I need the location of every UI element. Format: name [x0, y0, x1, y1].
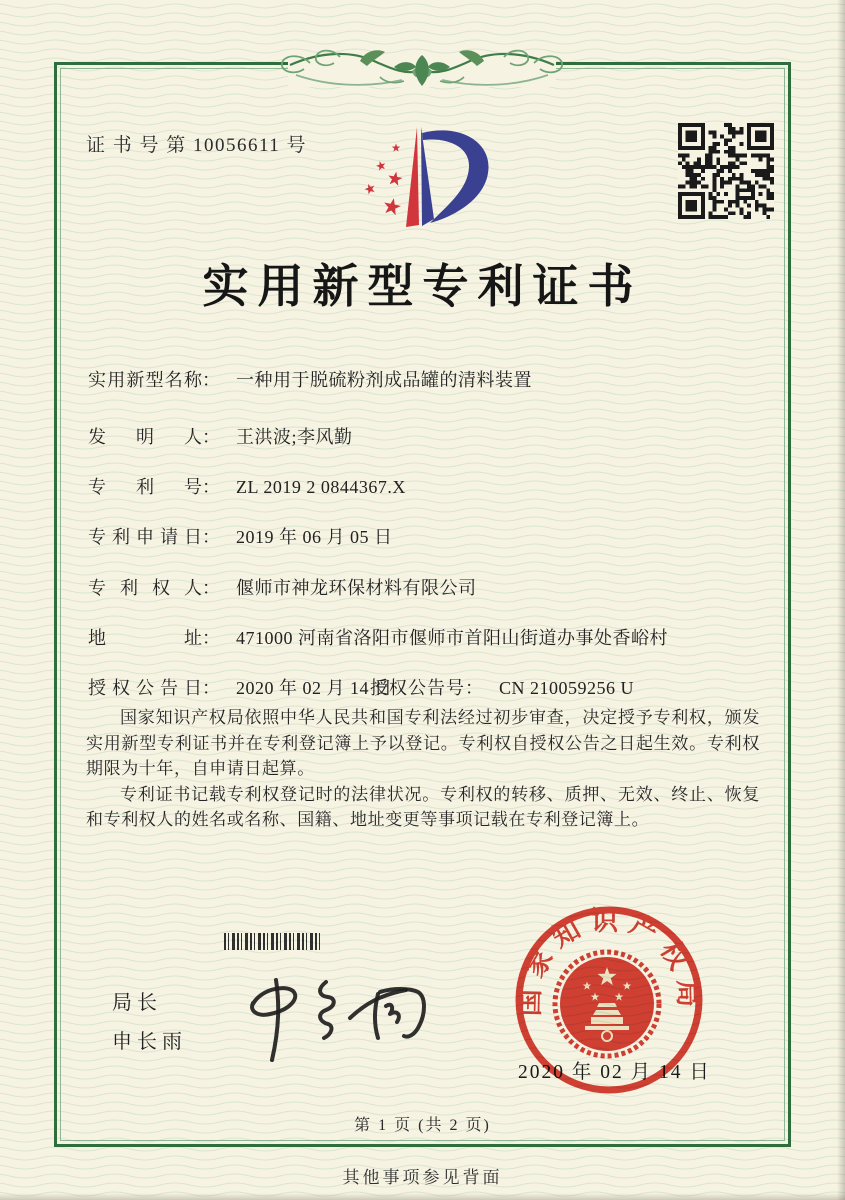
field-colon: ：	[202, 477, 220, 497]
field-label: 地址	[88, 628, 202, 648]
field-label: 授权公告号	[370, 678, 465, 698]
field-colon: ：	[202, 678, 220, 698]
field-row-patent-no	[88, 473, 406, 499]
scan-edge-right	[837, 0, 845, 1200]
scan-edge-bottom	[0, 1193, 845, 1200]
logo-stars	[363, 144, 403, 216]
field-label: 专利号	[88, 477, 202, 497]
field-value: 王洪波;李风勤	[236, 427, 353, 447]
field-label: 专利申请日	[88, 527, 202, 547]
field-label: 专利权人	[88, 578, 202, 598]
signer-title: 局长	[112, 992, 162, 1014]
seal-date: 2020 年 02 月 14 日	[518, 1062, 711, 1083]
field-value: 471000 河南省洛阳市偃师市首阳山街道办事处香峪村	[236, 628, 668, 648]
certificate-title: 实用新型专利证书	[202, 261, 643, 312]
field-value: CN 210059256 U	[499, 678, 635, 698]
logo-blue-wedge	[421, 127, 434, 226]
field-label: 发明人	[88, 427, 202, 447]
field-value: 2019 年 06 月 05 日	[236, 527, 393, 547]
legal-paragraph-1: 国家知识产权局依照中华人民共和国专利法经过初步审查，决定授予专利权，颁发实用新型专利证书并在专利登记簿上予以登记。专利权自授权公告之日起生效。专利权期限为十年，自申请日起算。	[86, 708, 760, 778]
seal-national-emblem	[555, 952, 659, 1056]
field-colon: ：	[202, 628, 220, 648]
seal-text: 国家知识产权局	[514, 905, 704, 1017]
field-value: 2020 年 02 月 14 日	[236, 678, 393, 698]
signer-name: 申长雨	[112, 1031, 187, 1053]
qr-code	[678, 123, 774, 219]
field-grant-number-group	[370, 674, 634, 700]
certificate-number: 证 书 号 第 10056611 号	[86, 135, 308, 156]
field-label: 授权公告日	[88, 678, 202, 698]
field-row-grant	[88, 674, 635, 700]
logo-red-wedge	[406, 127, 419, 227]
field-colon: ：	[465, 678, 483, 698]
official-seal	[509, 900, 709, 1100]
field-row-address	[88, 624, 668, 650]
field-colon: ：	[202, 427, 220, 447]
floral-ornament	[262, 41, 582, 105]
handwritten-signature	[220, 940, 470, 1080]
field-row-patentee	[88, 574, 477, 600]
field-value: 偃师市神龙环保材料有限公司	[236, 578, 477, 598]
field-value: 一种用于脱硫粉剂成品罐的清料装置	[236, 370, 532, 390]
field-label: 实用新型名称	[88, 370, 202, 390]
field-row-filing-date	[88, 523, 393, 549]
field-colon: ：	[202, 527, 220, 547]
field-row-inventor	[88, 423, 353, 449]
page-number: 第 1 页 (共 2 页)	[354, 1117, 491, 1134]
field-colon: ：	[202, 578, 220, 598]
field-value: ZL 2019 2 0844367.X	[236, 477, 406, 497]
legal-paragraph-2: 专利证书记载专利权登记时的法律状况。专利权的转移、质押、无效、终止、恢复和专利权人的姓名或名称、国籍、地址变更等事项记载在专利登记簿上。	[86, 784, 760, 829]
legal-text	[86, 705, 760, 833]
cnipa-logo	[340, 115, 510, 235]
field-row-name	[88, 366, 532, 392]
field-colon: ：	[202, 370, 220, 390]
back-note: 其他事项参见背面	[342, 1168, 503, 1187]
